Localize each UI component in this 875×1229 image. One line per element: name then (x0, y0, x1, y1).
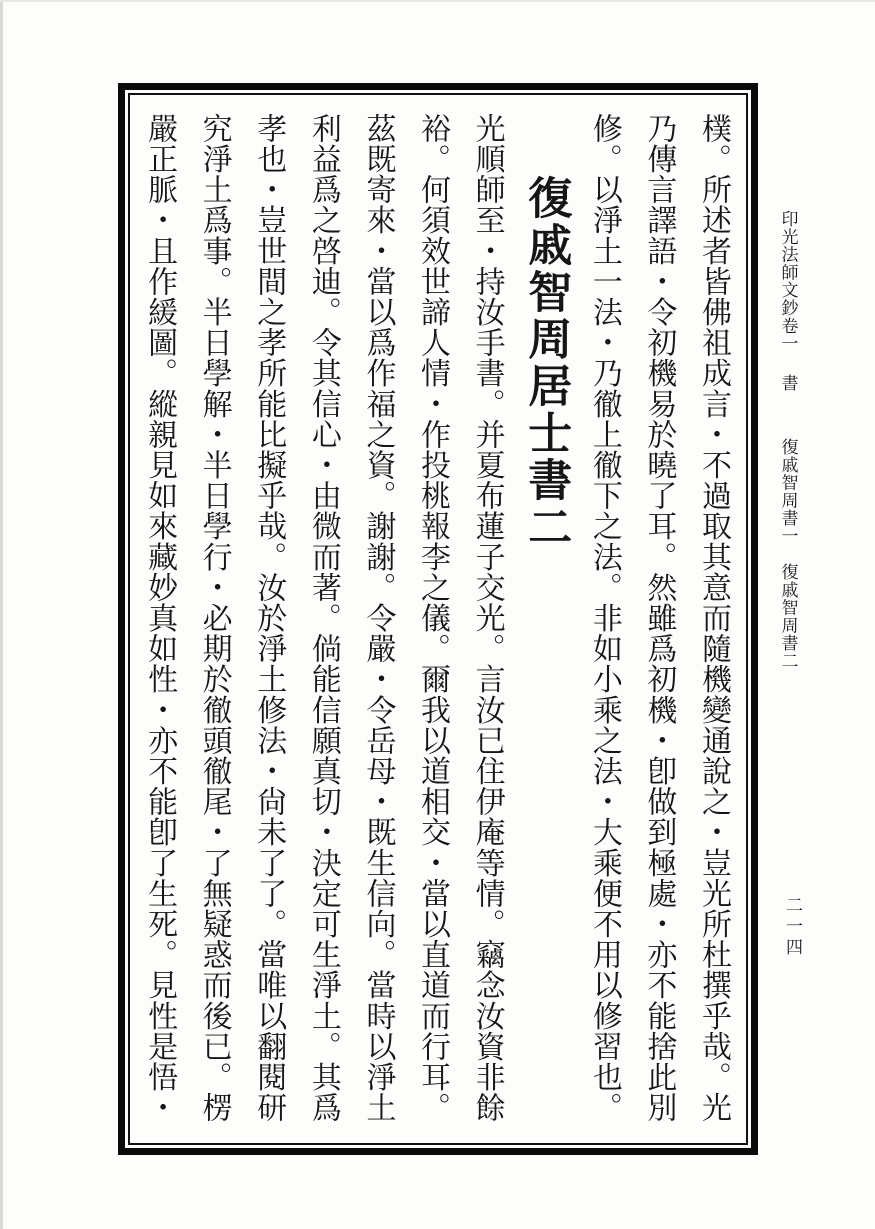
text-column-9: 孝也・豈世間之孝所能比擬乎哉。汝於淨土修法・尙未了了。當唯以翻閱研 (251, 113, 287, 1123)
text-column-5: 光順師至・持汝手書。并夏布蓮子交光。言汝已住伊庵等情。竊念汝資非餘 (469, 113, 505, 1123)
text-column-6: 裕。何須效世諦人情・作投桃報李之儀。爾我以道相交・當以直道而行耳。 (415, 113, 451, 1123)
text-column-11: 嚴正脈・且作緩圖。縱親見如來藏妙真如性・亦不能卽了生死。見性是悟・ (142, 113, 178, 1123)
text-column-10: 究淨土爲事。半日學解・半日學行・必期於徹頭徹尾・了無疑惑而後已。楞 (196, 113, 232, 1123)
scan-edge-artifact-left (0, 0, 3, 1229)
running-header (775, 210, 801, 670)
text-column-2: 乃傳言譯語・令初機易於曉了耳。然雖爲初機・卽做到極處・亦不能捨此別 (641, 113, 677, 1123)
text-column-1: 樸。所述者皆佛祖成言・不過取其意而隨機變通說之・豈光所杜撰乎哉。光 (696, 113, 731, 1123)
page-border-frame (118, 83, 758, 1155)
running-title-letter-one: 復戚智周書一 (777, 438, 798, 546)
text-column-3: 修。以淨土一法・乃徹上徹下之法。非如小乘之法・大乘便不用以修習也。 (586, 113, 622, 1123)
running-title-letter-two: 復戚智周書二 (777, 563, 798, 670)
page-number: 二一四 (782, 896, 802, 959)
page-border-inner-line (128, 93, 748, 1145)
scan-edge-artifact-top (0, 0, 875, 2)
text-column-7: 茲既寄來・當以爲作福之資。謝謝。令嚴・令岳母・既生信向。當時以淨土 (360, 113, 396, 1123)
text-column-8: 利益爲之啓迪。令其信心・由微而著。倘能信願真切・決定可生淨土。其爲 (305, 113, 341, 1123)
text-block (136, 113, 740, 1133)
letter-title: 復戚智周居士書二 (520, 175, 572, 551)
section-label: 書 (777, 374, 798, 393)
volume-title: 印光法師文鈔卷一 (777, 210, 798, 353)
